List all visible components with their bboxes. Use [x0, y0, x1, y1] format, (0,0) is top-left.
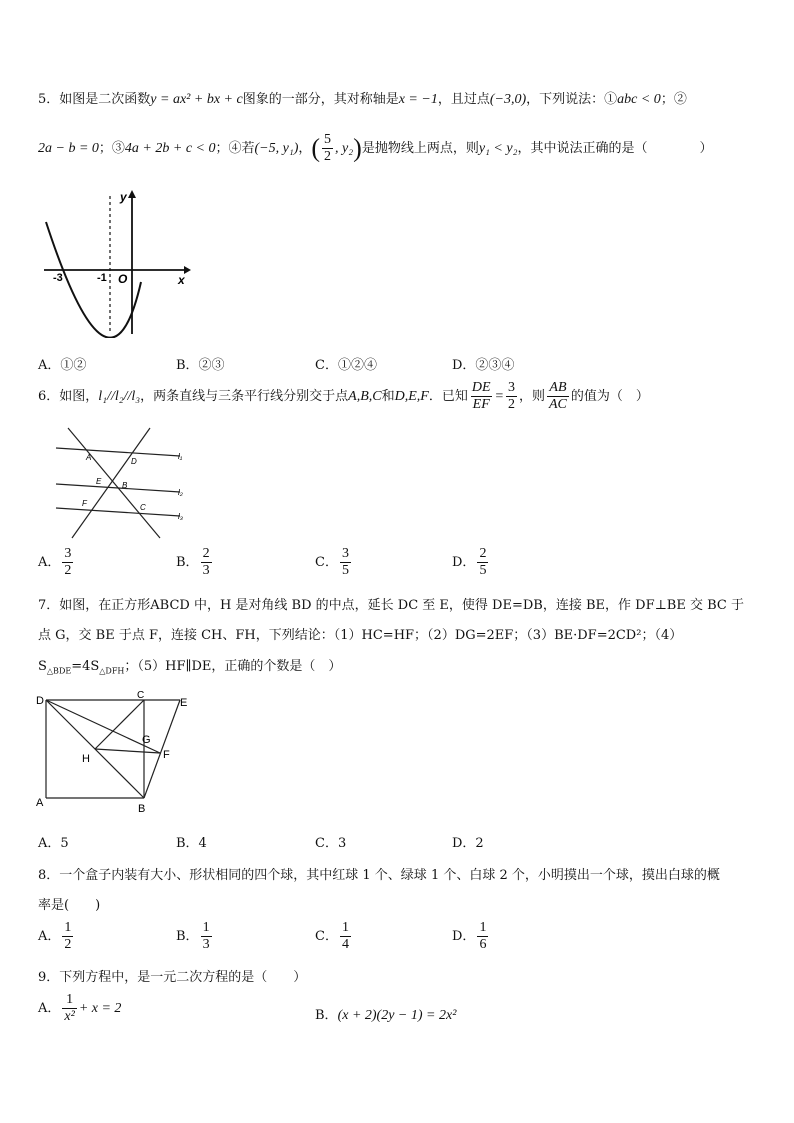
q7-option-b[interactable]: B．4 [176, 836, 207, 851]
text: ， [298, 141, 312, 157]
q5-option-c[interactable]: C．①②④ [315, 358, 377, 373]
points: D,E,F [394, 389, 429, 405]
q6-line [38, 380, 649, 413]
text: 图象的一部分，其对称轴是 [242, 92, 399, 107]
denominator: 2 [324, 149, 332, 165]
subscript: △BDE [46, 666, 72, 676]
text: ；② [660, 92, 687, 107]
text: ．已知 [428, 389, 468, 405]
label-a: A [86, 453, 92, 462]
q5-option-d[interactable]: D．②③④ [452, 358, 515, 373]
denominator: 3 [202, 563, 210, 579]
point: (−5, y₁) [254, 141, 299, 157]
text: ；（5）HF∥DE，正确的个数是（ ） [124, 659, 342, 674]
fraction [477, 920, 488, 953]
option-letter: A． [38, 555, 61, 571]
text: ；④若 [215, 141, 255, 157]
denominator: 2 [64, 563, 72, 579]
equals: = [494, 389, 504, 405]
q9-option-b[interactable] [315, 1004, 456, 1024]
option-letter: A． [38, 929, 61, 945]
fraction [201, 920, 212, 953]
fraction [340, 546, 351, 579]
denominator: 5 [341, 563, 349, 579]
text: ；③ [98, 141, 125, 157]
tick-label-minus3: -3 [53, 272, 63, 284]
numerator: DE [471, 380, 491, 395]
numerator: 1 [341, 920, 349, 935]
denominator: AC [549, 397, 567, 413]
fraction [340, 920, 351, 953]
label-l1: l₁ [178, 452, 183, 461]
numerator: 2 [202, 546, 210, 561]
x-axis-label: x [178, 273, 185, 287]
q8-option-d[interactable] [452, 920, 490, 953]
label-d: D [36, 695, 44, 707]
point: (−3,0) [489, 92, 527, 107]
q7-line2: 点 G，交 BE 于点 F，连接 CH、FH，下列结论：（1）HC=HF；（2）DG=2EF；（3）BE·DF=2CD²；（4） [38, 628, 683, 643]
denominator: 5 [479, 563, 487, 579]
text: 是抛物线上两点，则 [361, 141, 479, 157]
numerator: 5 [324, 132, 332, 147]
text: 如图是二次函数 [59, 92, 151, 107]
text: ，则 [518, 389, 545, 405]
label-f: F [82, 499, 87, 508]
option-letter: A． [38, 1001, 61, 1017]
fraction [201, 546, 212, 579]
q6-option-c[interactable] [315, 546, 353, 579]
parallel-lines-figure [52, 426, 202, 541]
paren: ) [353, 133, 362, 163]
q6-option-b[interactable] [176, 546, 214, 579]
label-l3: l₃ [178, 512, 183, 521]
text: =4S [71, 659, 100, 674]
numerator: 1 [66, 992, 74, 1007]
label-g: G [142, 734, 151, 746]
square-figure [34, 688, 194, 816]
question-number: 5． [38, 92, 60, 107]
q7-line1: 7．如图，在正方形ABCD 中，H 是对角线 BD 的中点，延长 DC 至 E，使得 DE=DB，连接 BE，作 DF⊥BE 交 BC 于 [38, 598, 744, 613]
q7-option-d[interactable]: D．2 [452, 836, 484, 851]
y-axis-label: y [120, 190, 127, 204]
label-f: F [163, 749, 170, 761]
equation: y = ax² + bx + c [150, 92, 243, 107]
q5-option-a[interactable]: A．①② [38, 358, 87, 373]
fraction [62, 992, 76, 1025]
points: A,B,C [348, 389, 382, 405]
fraction [322, 132, 333, 165]
q5-option-b[interactable]: B．②③ [176, 358, 225, 373]
fraction-3-2 [506, 380, 517, 413]
text: 和 [381, 389, 395, 405]
label-c: C [140, 503, 146, 512]
label-e: E [96, 477, 102, 486]
q8-line2: 率是( ) [38, 898, 101, 913]
numerator: AB [549, 380, 567, 395]
inequality: 4a + 2b + c < 0 [124, 141, 216, 157]
q7-line3 [38, 655, 341, 676]
label-a: A [36, 797, 44, 809]
label-d: D [131, 457, 137, 466]
q6-option-d[interactable] [452, 546, 490, 579]
q9-line1: 9．下列方程中，是一元二次方程的是（ ） [38, 970, 307, 985]
equation: x = −1 [398, 92, 438, 107]
tick-label-minus1: -1 [97, 272, 107, 284]
denominator: 6 [479, 937, 487, 953]
q9-option-a[interactable] [38, 992, 121, 1025]
text: 的值为（ ） [570, 389, 649, 405]
subscript: △DFH [99, 666, 125, 676]
numerator: 1 [479, 920, 487, 935]
denominator: 2 [64, 937, 72, 953]
label-b: B [122, 481, 128, 490]
text: S [38, 659, 47, 674]
equation: + x = 2 [78, 1001, 122, 1017]
option-letter: C． [315, 929, 338, 945]
text: ，其中说法正确的是（ ） [517, 141, 713, 157]
denominator: EF [472, 397, 490, 413]
option-letter: B． [315, 1008, 338, 1023]
option-letter: B． [176, 555, 199, 571]
option-letter: D． [452, 929, 476, 945]
inequality: abc < 0 [617, 92, 661, 107]
q7-option-c[interactable]: C．3 [315, 836, 347, 851]
text: 如图， [59, 389, 99, 405]
label-c: C [137, 690, 145, 701]
q5-line1 [38, 88, 687, 108]
equation: (x + 2)(2y − 1) = 2x² [337, 1008, 457, 1023]
origin-label: O [118, 272, 128, 286]
numerator: 3 [341, 546, 349, 561]
inequality: y₁ < y₂ [478, 141, 518, 157]
paren: ( [311, 133, 321, 163]
denominator: 4 [341, 937, 349, 953]
label-h: H [82, 753, 90, 765]
q8-option-c[interactable] [315, 920, 353, 953]
q6-option-a[interactable] [38, 546, 75, 579]
label-b: B [138, 803, 146, 815]
q5-line2 [38, 132, 712, 165]
q8-line1: 8．一个盒子内装有大小、形状相同的四个球，其中红球 1 个、绿球 1 个、白球 2 个，小明摸出一个球，摸出白球的概 [38, 868, 720, 883]
numerator: 2 [479, 546, 487, 561]
numerator: 3 [507, 380, 515, 395]
label-l2: l₂ [178, 488, 183, 497]
numerator: 3 [64, 546, 72, 561]
fraction [62, 920, 73, 953]
text: ，两条直线与三条平行线分别交于点 [140, 389, 349, 405]
question-number: 6． [38, 389, 60, 405]
option-letter: C． [315, 555, 338, 571]
option-letter: B． [176, 929, 199, 945]
option-letter: D． [452, 555, 476, 571]
denominator: 2 [507, 397, 515, 413]
numerator: 1 [64, 920, 72, 935]
denominator: 3 [202, 937, 210, 953]
fraction-de-ef [470, 380, 493, 413]
numerator: 1 [202, 920, 210, 935]
text: ，且过点 [437, 92, 490, 107]
fraction [477, 546, 488, 579]
parabola-figure [36, 186, 196, 338]
q8-option-b[interactable] [176, 920, 214, 953]
q8-option-a[interactable] [38, 920, 75, 953]
fraction [62, 546, 73, 579]
fraction-ab-ac [547, 380, 569, 413]
label-e: E [180, 697, 188, 709]
text: , y₂ [335, 141, 354, 157]
text: ，下列说法：① [526, 92, 618, 107]
parallel-lines: l₁//l₂//l₃ [98, 389, 141, 405]
q7-option-a[interactable]: A．5 [38, 836, 69, 851]
denominator: x² [64, 1009, 75, 1025]
equation: 2a − b = 0 [38, 141, 99, 157]
